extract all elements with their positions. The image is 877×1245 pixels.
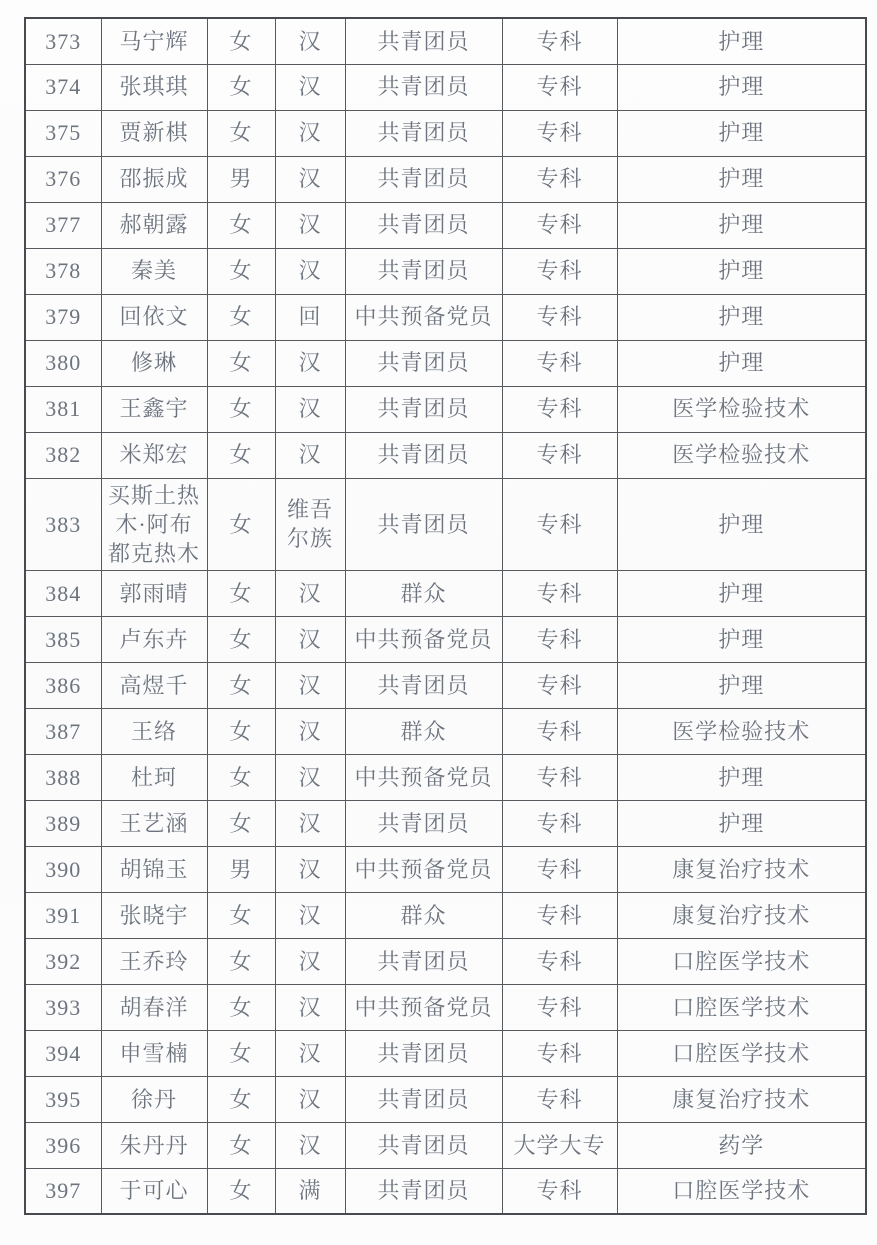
cell-ethnicity: 汉 [275,938,345,984]
cell-name: 修琳 [101,340,207,386]
cell-name: 张琪琪 [101,64,207,110]
cell-name: 邵振成 [101,156,207,202]
cell-no: 392 [25,938,101,984]
cell-major: 口腔医学技术 [617,938,866,984]
cell-education: 专科 [502,754,617,800]
table-row [25,846,866,892]
cell-gender: 女 [207,800,275,846]
cell-gender: 女 [207,110,275,156]
cell-name: 王乔玲 [101,938,207,984]
cell-major: 康复治疗技术 [617,846,866,892]
cell-gender: 男 [207,846,275,892]
cell-name: 王鑫宇 [101,386,207,432]
cell-political-status: 群众 [345,892,502,938]
cell-major: 医学检验技术 [617,432,866,478]
cell-major: 护理 [617,800,866,846]
table-row [25,800,866,846]
cell-name: 朱丹丹 [101,1122,207,1168]
table-row [25,984,866,1030]
cell-education: 专科 [502,708,617,754]
cell-no: 374 [25,64,101,110]
table-row [25,156,866,202]
cell-education: 专科 [502,64,617,110]
cell-major: 护理 [617,754,866,800]
cell-political-status: 共青团员 [345,110,502,156]
cell-major: 药学 [617,1122,866,1168]
cell-education: 专科 [502,1030,617,1076]
cell-no: 391 [25,892,101,938]
cell-name: 胡春洋 [101,984,207,1030]
cell-major: 医学检验技术 [617,708,866,754]
cell-education: 专科 [502,478,617,570]
cell-gender: 女 [207,892,275,938]
table-row [25,938,866,984]
cell-major: 口腔医学技术 [617,984,866,1030]
cell-education: 专科 [502,18,617,64]
cell-major: 护理 [617,616,866,662]
cell-political-status: 中共预备党员 [345,616,502,662]
cell-major: 护理 [617,156,866,202]
cell-no: 387 [25,708,101,754]
cell-ethnicity: 汉 [275,248,345,294]
cell-political-status: 共青团员 [345,202,502,248]
cell-ethnicity: 汉 [275,892,345,938]
cell-education: 专科 [502,432,617,478]
cell-name: 杜珂 [101,754,207,800]
cell-no: 379 [25,294,101,340]
cell-education: 专科 [502,156,617,202]
cell-no: 393 [25,984,101,1030]
cell-political-status: 共青团员 [345,340,502,386]
cell-gender: 女 [207,432,275,478]
cell-gender: 女 [207,662,275,708]
cell-political-status: 共青团员 [345,478,502,570]
cell-major: 医学检验技术 [617,386,866,432]
table-row [25,202,866,248]
cell-gender: 女 [207,1076,275,1122]
cell-name: 徐丹 [101,1076,207,1122]
table-row [25,386,866,432]
cell-name: 郝朝露 [101,202,207,248]
cell-gender: 女 [207,984,275,1030]
cell-no: 385 [25,616,101,662]
cell-ethnicity: 汉 [275,202,345,248]
cell-gender: 女 [207,386,275,432]
cell-name: 马宁辉 [101,18,207,64]
cell-no: 396 [25,1122,101,1168]
cell-political-status: 共青团员 [345,938,502,984]
cell-gender: 女 [207,708,275,754]
cell-education: 专科 [502,386,617,432]
cell-gender: 女 [207,64,275,110]
table-row [25,1168,866,1214]
cell-political-status: 共青团员 [345,156,502,202]
cell-education: 专科 [502,800,617,846]
cell-education: 专科 [502,570,617,616]
cell-major: 护理 [617,248,866,294]
table-row [25,754,866,800]
cell-education: 专科 [502,340,617,386]
cell-no: 378 [25,248,101,294]
cell-ethnicity: 汉 [275,662,345,708]
table-row [25,1076,866,1122]
table-row [25,478,866,570]
cell-name: 于可心 [101,1168,207,1214]
cell-education: 专科 [502,846,617,892]
cell-name: 买斯土热木·阿布都克热木 [101,478,207,570]
cell-major: 护理 [617,64,866,110]
table-row [25,432,866,478]
cell-no: 376 [25,156,101,202]
cell-no: 380 [25,340,101,386]
cell-no: 377 [25,202,101,248]
cell-political-status: 中共预备党员 [345,294,502,340]
cell-ethnicity: 汉 [275,432,345,478]
cell-no: 386 [25,662,101,708]
cell-political-status: 共青团员 [345,248,502,294]
cell-gender: 女 [207,754,275,800]
cell-gender: 男 [207,156,275,202]
cell-political-status: 群众 [345,708,502,754]
cell-education: 专科 [502,110,617,156]
table-row [25,1030,866,1076]
cell-gender: 女 [207,18,275,64]
table-row [25,892,866,938]
cell-no: 375 [25,110,101,156]
cell-name: 王络 [101,708,207,754]
cell-name: 申雪楠 [101,1030,207,1076]
cell-political-status: 共青团员 [345,800,502,846]
cell-ethnicity: 汉 [275,156,345,202]
cell-political-status: 共青团员 [345,1122,502,1168]
cell-no: 390 [25,846,101,892]
cell-political-status: 共青团员 [345,64,502,110]
cell-political-status: 共青团员 [345,386,502,432]
cell-political-status: 中共预备党员 [345,984,502,1030]
cell-education: 专科 [502,248,617,294]
cell-name: 王艺涵 [101,800,207,846]
cell-education: 专科 [502,892,617,938]
cell-political-status: 中共预备党员 [345,846,502,892]
table-row [25,340,866,386]
cell-major: 护理 [617,202,866,248]
cell-ethnicity: 汉 [275,1030,345,1076]
cell-major: 康复治疗技术 [617,1076,866,1122]
cell-education: 专科 [502,294,617,340]
table-row [25,662,866,708]
cell-ethnicity: 汉 [275,754,345,800]
cell-gender: 女 [207,202,275,248]
cell-political-status: 共青团员 [345,432,502,478]
table-row [25,570,866,616]
cell-political-status: 共青团员 [345,18,502,64]
cell-no: 384 [25,570,101,616]
cell-gender: 女 [207,1030,275,1076]
table-body [25,18,866,1214]
cell-name: 贾新棋 [101,110,207,156]
cell-ethnicity: 汉 [275,800,345,846]
cell-no: 397 [25,1168,101,1214]
cell-no: 381 [25,386,101,432]
cell-ethnicity: 回 [275,294,345,340]
cell-political-status: 共青团员 [345,1168,502,1214]
cell-gender: 女 [207,1122,275,1168]
cell-political-status: 共青团员 [345,1076,502,1122]
student-roster-table [24,17,867,1215]
cell-major: 护理 [617,662,866,708]
cell-no: 388 [25,754,101,800]
cell-political-status: 共青团员 [345,662,502,708]
cell-education: 专科 [502,984,617,1030]
cell-name: 卢东卉 [101,616,207,662]
cell-major: 护理 [617,570,866,616]
cell-name: 秦美 [101,248,207,294]
cell-major: 护理 [617,18,866,64]
table-row [25,18,866,64]
cell-education: 专科 [502,662,617,708]
cell-ethnicity: 维吾尔族 [275,478,345,570]
cell-gender: 女 [207,340,275,386]
table-row [25,294,866,340]
cell-ethnicity: 汉 [275,18,345,64]
cell-education: 专科 [502,1168,617,1214]
cell-education: 专科 [502,938,617,984]
cell-education: 专科 [502,1076,617,1122]
cell-no: 395 [25,1076,101,1122]
cell-no: 382 [25,432,101,478]
cell-no: 383 [25,478,101,570]
cell-gender: 女 [207,570,275,616]
cell-name: 郭雨晴 [101,570,207,616]
cell-major: 护理 [617,340,866,386]
cell-major: 护理 [617,478,866,570]
cell-name: 高煜千 [101,662,207,708]
table-row [25,616,866,662]
cell-no: 389 [25,800,101,846]
cell-name: 回依文 [101,294,207,340]
cell-ethnicity: 汉 [275,616,345,662]
table-row [25,1122,866,1168]
table-row [25,110,866,156]
cell-ethnicity: 汉 [275,386,345,432]
cell-major: 护理 [617,294,866,340]
cell-major: 康复治疗技术 [617,892,866,938]
cell-gender: 女 [207,938,275,984]
table-row [25,248,866,294]
cell-gender: 女 [207,478,275,570]
cell-major: 口腔医学技术 [617,1030,866,1076]
cell-major: 护理 [617,110,866,156]
cell-gender: 女 [207,616,275,662]
cell-ethnicity: 汉 [275,570,345,616]
table-row [25,64,866,110]
cell-ethnicity: 汉 [275,708,345,754]
table-row [25,708,866,754]
cell-political-status: 中共预备党员 [345,754,502,800]
cell-education: 专科 [502,616,617,662]
cell-ethnicity: 汉 [275,1122,345,1168]
cell-ethnicity: 汉 [275,110,345,156]
cell-gender: 女 [207,1168,275,1214]
cell-name: 张晓宇 [101,892,207,938]
cell-no: 394 [25,1030,101,1076]
cell-political-status: 共青团员 [345,1030,502,1076]
cell-name: 胡锦玉 [101,846,207,892]
cell-gender: 女 [207,294,275,340]
cell-education: 大学大专 [502,1122,617,1168]
cell-name: 米郑宏 [101,432,207,478]
cell-ethnicity: 汉 [275,846,345,892]
cell-ethnicity: 汉 [275,64,345,110]
cell-education: 专科 [502,202,617,248]
cell-ethnicity: 汉 [275,984,345,1030]
cell-no: 373 [25,18,101,64]
cell-major: 口腔医学技术 [617,1168,866,1214]
cell-ethnicity: 满 [275,1168,345,1214]
cell-ethnicity: 汉 [275,1076,345,1122]
cell-gender: 女 [207,248,275,294]
cell-political-status: 群众 [345,570,502,616]
cell-ethnicity: 汉 [275,340,345,386]
